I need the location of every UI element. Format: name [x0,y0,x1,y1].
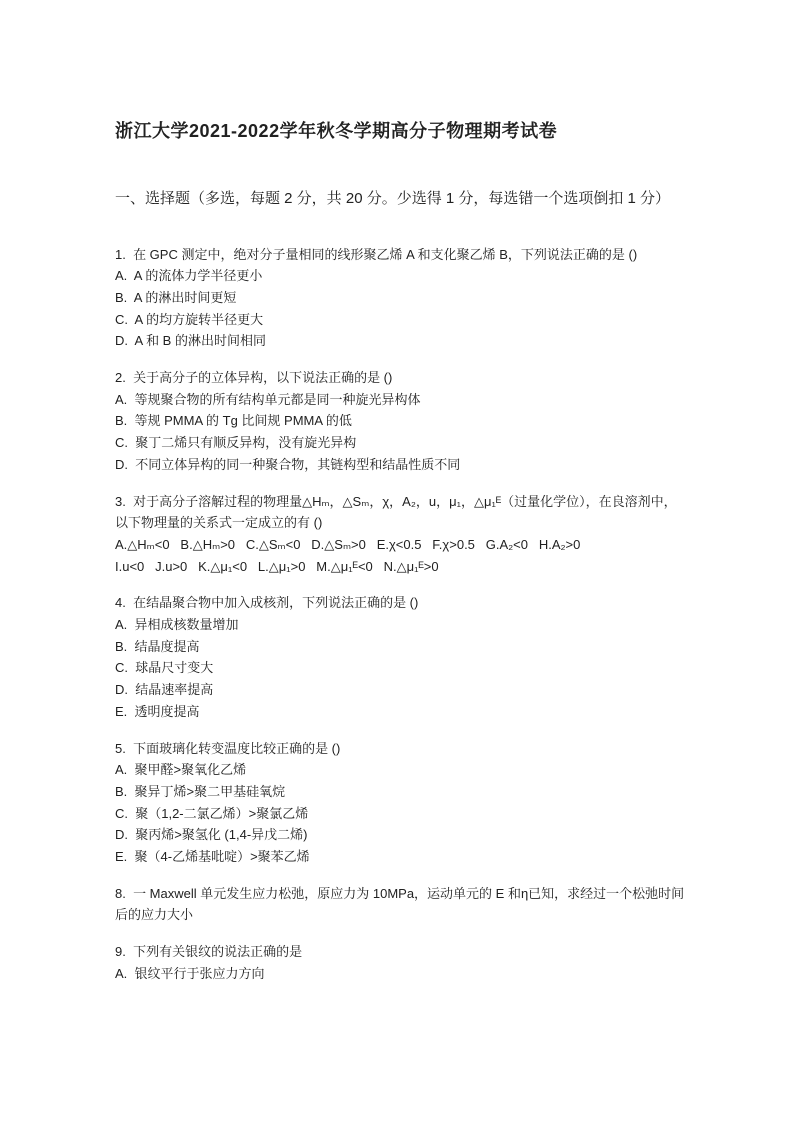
question-option: A. 异相成核数量增加 [115,617,239,633]
question-option: B. 等规 PMMA 的 Tg 比间规 PMMA 的低 [115,413,352,429]
question-option: A. 银纹平行于张应力方向 [115,965,265,981]
question-option: A. 等规聚合物的所有结构单元都是同一种旋光异构体 [115,391,421,407]
question-2 [115,367,685,476]
question-1 [115,244,685,353]
question-stem: 2. 关于高分子的立体异构，以下说法正确的是 () [115,370,393,386]
exam-title: 浙江大学2021-2022学年秋冬学期高分子物理期考试卷 [115,121,558,141]
question-stem: 4. 在结晶聚合物中加入成核剂，下列说法正确的是 () [115,595,419,611]
question-option: A. A 的流体力学半径更小 [115,268,263,284]
question-5 [115,738,685,868]
question-stem: 9. 下列有关银纹的说法正确的是 [115,944,303,960]
question-4 [115,592,685,722]
question-option: B. 聚异丁烯>聚二甲基硅氧烷 [115,783,286,799]
question-option: D. 结晶速率提高 [115,682,214,698]
question-option-row: I.u<0 J.u>0 K.△μ₁<0 L.△μ₁>0 M.△μ₁ᴱ<0 N.△μ₁ᴱ>0 [115,558,439,574]
question-option: C. 聚丁二烯只有顺反异构，没有旋光异构 [115,435,357,451]
question-option: C. 聚（1,2-二氯乙烯）>聚氯乙烯 [115,805,309,821]
question-option: E. 聚（4-乙烯基吡啶）>聚苯乙烯 [115,849,310,865]
question-option: D. 聚丙烯>聚氢化 (1,4-异戊二烯) [115,827,308,843]
question-option: C. A 的均方旋转半径更大 [115,311,264,327]
question-stem: 5. 下面玻璃化转变温度比较正确的是 () [115,740,341,756]
question-option-row: A.△Hₘ<0 B.△Hₘ>0 C.△Sₘ<0 D.△Sₘ>0 E.χ<0.5 F.χ>0.5 G.A₂<0 H.A₂>0 [115,536,581,552]
question-option: C. 球晶尺寸变大 [115,660,214,676]
question-stem: 3. 对于高分子溶解过程的物理量△Hₘ，△Sₘ，χ，A₂，u，μ₁，△μ₁ᴱ（过量化学位），在良溶剂中，以下物理量的关系式一定成立的有 () [115,493,677,531]
question-option: B. A 的淋出时间更短 [115,289,237,305]
question-8 [115,883,685,926]
question-option: D. A 和 B 的淋出时间相同 [115,333,266,349]
question-option: E. 透明度提高 [115,703,200,719]
question-option: A. 聚甲醛>聚氧化乙烯 [115,762,247,778]
question-3 [115,491,685,578]
question-stem: 8. 一 Maxwell 单元发生应力松弛，原应力为 10MPa，运动单元的 E 和η已知，求经过一个松弛时间后的应力大小 [115,885,685,923]
question-stem: 1. 在 GPC 测定中，绝对分子量相同的线形聚乙烯 A 和支化聚乙烯 B，下列说法正确的是 () [115,246,638,262]
question-option: B. 结晶度提高 [115,638,200,654]
question-option: D. 不同立体异构的同一种聚合物，其链构型和结晶性质不同 [115,456,461,472]
question-9 [115,941,685,984]
section-header: 一、选择题（多选，每题 2 分，共 20 分。少选得 1 分，每选错一个选项倒扣 1 分） [115,190,671,207]
